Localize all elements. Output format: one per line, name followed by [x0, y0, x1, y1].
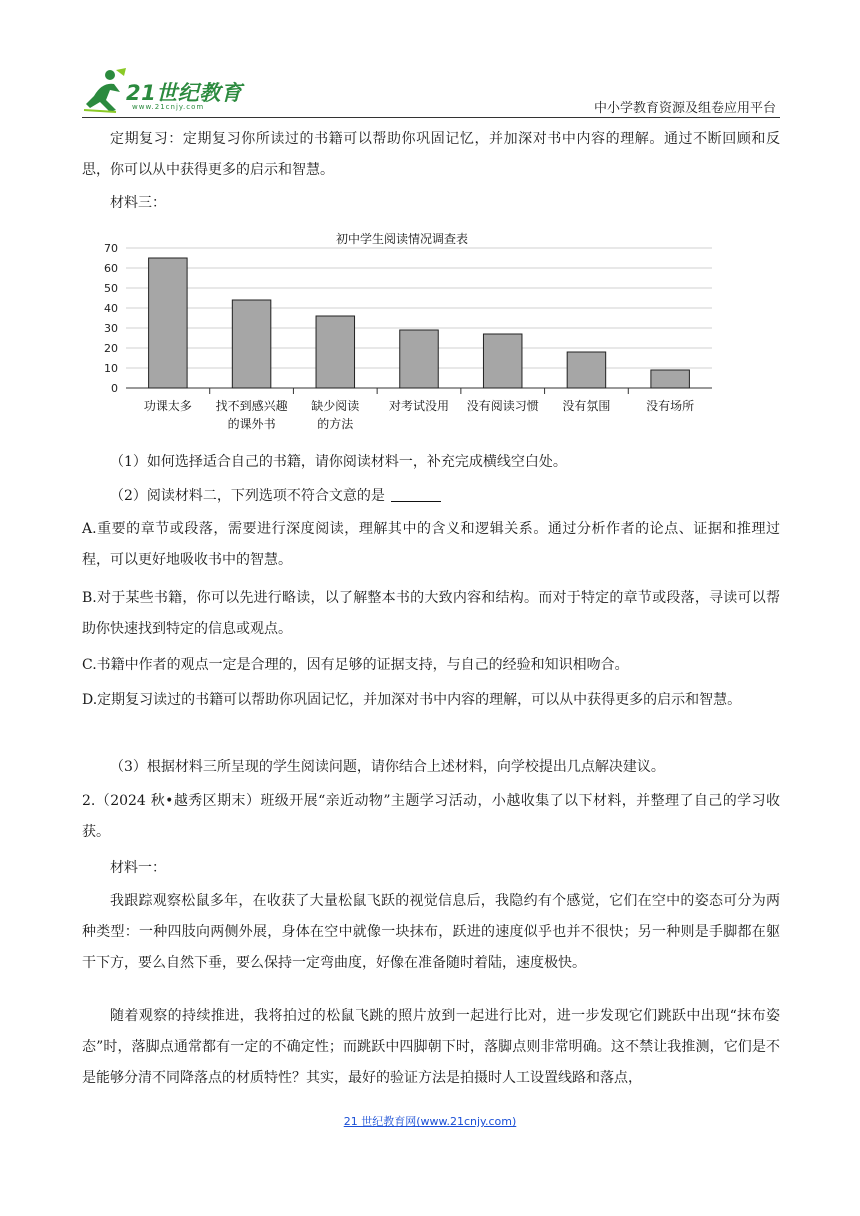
question-2-text: （2）阅读材料二，下列选项不符合文意的是	[110, 488, 385, 504]
x-tick-label: 找不到感兴趣	[215, 399, 288, 413]
y-tick-label: 60	[104, 262, 118, 275]
y-tick-label: 30	[104, 322, 118, 335]
bar	[232, 300, 271, 388]
x-tick-label: 的课外书	[227, 417, 276, 431]
x-tick-label: 没有阅读习惯	[466, 399, 539, 413]
platform-name: 中小学教育资源及组卷应用平台	[593, 101, 776, 116]
header-divider	[82, 117, 780, 118]
squirrel-paragraph-2: 随着观察的持续推进，我将拍过的松鼠飞跳的照片放到一起进行比对，进一步发现它们跳跃中出现“抹布姿态”时，落脚点通常都有一定的不确定性；而跳跃中四脚朝下时，落脚点则非常明确。这不禁让我推测，它们是不是能够分清不同降落点的材质特性？其实，最好的验证方法是拍摄时人工设置线路和落点，	[82, 1008, 780, 1086]
x-tick-label: 的方法	[317, 417, 354, 431]
option-b: B.对于某些书籍，你可以先进行略读，以了解整本书的大致内容和结构。而对于特定的章节或段落，寻读可以帮助你快速找到特定的信息或观点。	[82, 590, 780, 637]
material-one-label: 材料一：	[110, 860, 166, 876]
logo-url: www.21cnjy.com	[132, 103, 205, 111]
reading-survey-bar-chart	[96, 238, 716, 438]
option-c: C.书籍中作者的观点一定是合理的，因有足够的证据支持，与自己的经验和知识相吻合。	[82, 657, 629, 673]
question-1: （1）如何选择适合自己的书籍，请你阅读材料一，补充完成横线空白处。	[110, 454, 567, 470]
material-three-label: 材料三：	[110, 195, 166, 211]
y-tick-label: 40	[104, 302, 118, 315]
logo-text: 21世纪教育	[126, 81, 243, 105]
bar	[149, 258, 188, 388]
y-tick-label: 0	[111, 382, 118, 395]
x-tick-label: 功课太多	[143, 399, 192, 413]
option-d: D.定期复习读过的书籍可以帮助你巩固记忆，并加深对书中内容的理解，可以从中获得更多的启示和智慧。	[82, 692, 742, 708]
y-tick-label: 50	[104, 282, 118, 295]
y-tick-label: 10	[104, 362, 118, 375]
review-paragraph: 定期复习：定期复习你所读过的书籍可以帮助你巩固记忆，并加深对书中内容的理解。通过不断回顾和反思，你可以从中获得更多的启示和智慧。	[82, 131, 780, 178]
y-tick-label: 20	[104, 342, 118, 355]
question-2	[82, 481, 780, 512]
x-tick-label: 没有场所	[646, 399, 695, 413]
bar	[316, 316, 355, 388]
problem-2-intro: 2.（2024 秋•越秀区期末）班级开展“亲近动物”主题学习活动，小越收集了以下材料，并整理了自己的学习收获。	[82, 793, 780, 840]
bar	[651, 370, 690, 388]
bar	[567, 352, 606, 388]
squirrel-paragraph-1: 我跟踪观察松鼠多年，在收获了大量松鼠飞跃的视觉信息后，我隐约有个感觉，它们在空中的姿态可分为两种类型：一种四肢向两侧外展，身体在空中就像一块抹布，跃进的速度似乎也并不很快；另一种则是手脚都在躯干下方，要么自然下垂，要么保持一定弯曲度，好像在准备随时着陆，速度极快。	[82, 893, 780, 971]
chart-title: 初中学生阅读情况调查表	[336, 232, 469, 246]
x-tick-label: 缺少阅读	[311, 399, 360, 413]
bar	[400, 330, 439, 388]
answer-blank[interactable]	[391, 487, 441, 502]
x-tick-label: 没有氛围	[562, 399, 611, 413]
footer-link[interactable]: 21 世纪教育网(www.21cnjy.com)	[343, 1115, 517, 1128]
option-a: A.重要的章节或段落，需要进行深度阅读，理解其中的含义和逻辑关系。通过分析作者的论点、证据和推理过程，可以更好地吸收书中的智慧。	[82, 521, 780, 568]
y-tick-label: 70	[104, 242, 118, 255]
x-tick-label: 对考试没用	[388, 399, 450, 413]
bar	[483, 334, 522, 388]
question-3: （3）根据材料三所呈现的学生阅读问题，请你结合上述材料，向学校提出几点解决建议。	[110, 759, 665, 775]
